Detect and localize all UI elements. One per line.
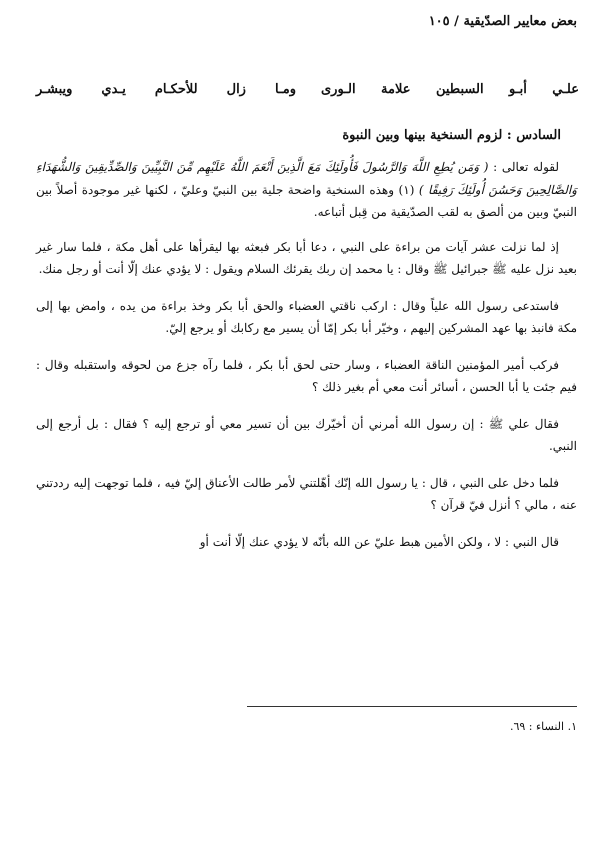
section-title: السادس : لزوم السنخية بينها وبين النبوة xyxy=(342,128,561,143)
verse-second-hemistich: ومـا زال للأحكـام يـدي ويبشـر xyxy=(36,82,296,97)
poem-verse xyxy=(36,82,579,104)
paragraph: إذ لما نزلت عشر آيات من براءة على النبي ، دعا أبا بكر فبعثه بها ليقرأها على أهل مكة ، فلما سار غير بعيد نزل عليه ﷺ جبرائيل ﷺ وقال : يا محمد إن ربك يقرئك السلام ويقول : لا يؤدي عنك إلّا أنت أو رجل منك. xyxy=(36,239,577,276)
footnote-ref: (١) xyxy=(398,182,415,197)
paragraph-intro: لقوله تعالى : xyxy=(488,160,560,174)
body-text xyxy=(36,156,577,567)
paragraph: فركب أمير المؤمنين الناقة العضباء ، وسار حتى لحق أبا بكر ، فلما رآه جزع من لحوقه واستقبله وقال : فيم جئت يا أبا الحسن ، أسائر أنت معي أم بغير ذلك ؟ xyxy=(36,357,577,394)
paragraph: فقال علي ﷺ : إن رسول الله أمرني أن أخيّرك بين أن تسير معي أو ترجع إليه ؟ فقال : بل أرجع إلى النبي. xyxy=(36,416,577,453)
paragraph xyxy=(36,156,577,224)
paragraph: فلما دخل على النبي ، قال : يا رسول الله إنّك أهّلتني لأمر طالت الأعناق إليّ فيه ، فلما توجهت إليه رددتني عنه ، مالي ؟ أنزل فيّ قرآن ؟ xyxy=(36,475,577,512)
paragraph-continuation: وهذه السنخية واضحة جلية بين النبيّ وعليّ ، لكنها غير موجودة أصلاً بين النبيّ وبين من ألصق به لقب الصدّيقية من قِبل أتباعه. xyxy=(36,182,577,219)
quran-quote: ( وَمَن يُطِعِ اللَّهَ وَالرَّسُولَ فَأُولَئِكَ مَعَ الَّذِينَ أَنْعَمَ اللَّهُ عَلَيْهِم مِّنَ النَّبِيِّينَ وَالصِّدِّيقِينَ وَالشُّهَدَاءِ وَالصَّالِحِينَ وَحَسُنَ أُولَئِكَ رَفِيقًا ) xyxy=(36,160,577,197)
footnote: ١. النساء : ٦٩. xyxy=(509,720,577,733)
paragraph: قال النبي : لا ، ولكن الأمين هبط عليّ عن الله بأنّه لا يؤدي عنك إلّا أنت أو xyxy=(199,534,559,549)
verse-first-hemistich: علـي أبـو السبطين علامة الـورى xyxy=(321,82,579,97)
footnote-divider xyxy=(247,706,577,707)
paragraph: فاستدعى رسول الله علياً وقال : اركب ناقتي العضباء والحق أبا بكر وخذ براءة من يده ، وامض بها إلى مكة فانبذ بها عهد المشركين إليهم ، وخيّر أبا بكر إمّا أن يسير مع ركابك أو يرجع إليّ. xyxy=(36,298,577,335)
running-header: بعض معايير الصدّيقية / ١٠٥ xyxy=(428,14,577,29)
